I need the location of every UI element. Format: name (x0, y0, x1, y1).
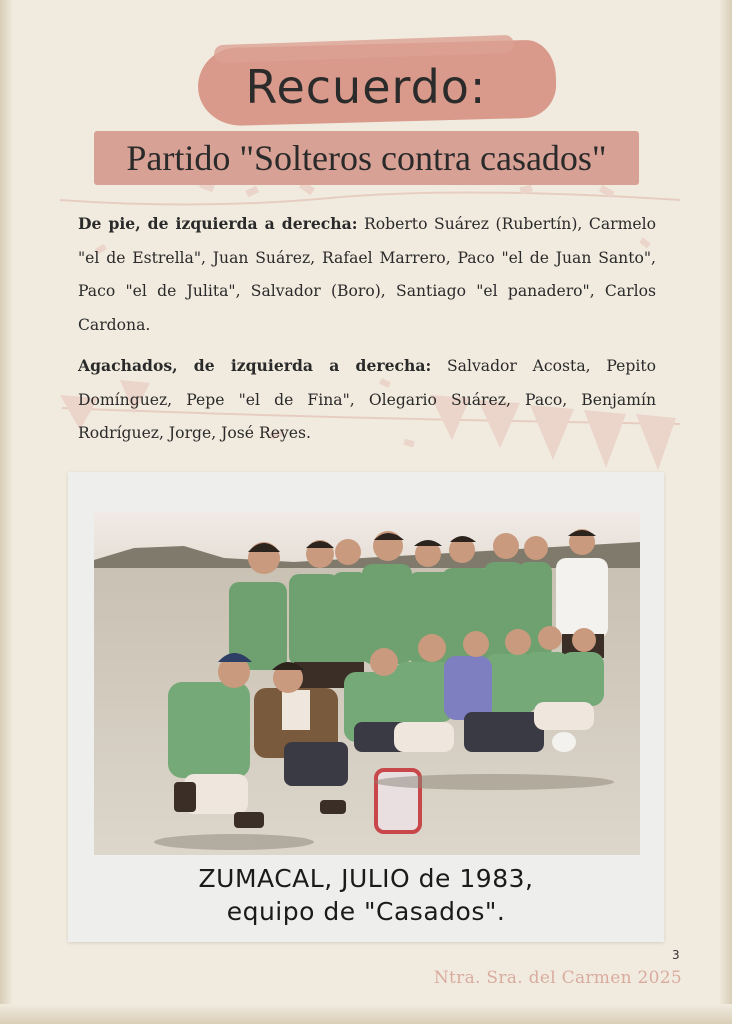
crouching-players-names: Salvador Acosta, Pepito Domínguez, Pepe "el de Fina", Olegario Suárez, Paco, Benjamín Rodríguez, Jorge, José Reyes. (78, 357, 656, 442)
page-title: Recuerdo: (245, 60, 487, 114)
standing-players-paragraph (78, 207, 656, 342)
standing-players-heading: De pie, de izquierda a derecha: (78, 214, 358, 233)
photo-caption-line-1: ZUMACAL, JULIO de 1983, (198, 864, 534, 893)
crouching-players-paragraph (78, 349, 656, 451)
crouching-players-heading: Agachados, de izquierda a derecha: (78, 356, 432, 375)
team-photo (94, 512, 640, 855)
photo-caption-line-2: equipo de "Casados". (226, 897, 506, 926)
page-number: 3 (672, 948, 680, 962)
bottom-edge (0, 1004, 732, 1024)
footer-text: Ntra. Sra. del Carmen 2025 (433, 968, 682, 988)
standing-players-names: Roberto Suárez (Rubertín), Carmelo "el de Estrella", Juan Suárez, Rafael Marrero, Paco "el de Juan Santo", Paco "el de Julita", Salvador (Boro), Santiago "el panadero", Carlos Cardona. (78, 215, 657, 334)
page-subtitle: Partido "Solteros contra casados" (126, 138, 607, 178)
